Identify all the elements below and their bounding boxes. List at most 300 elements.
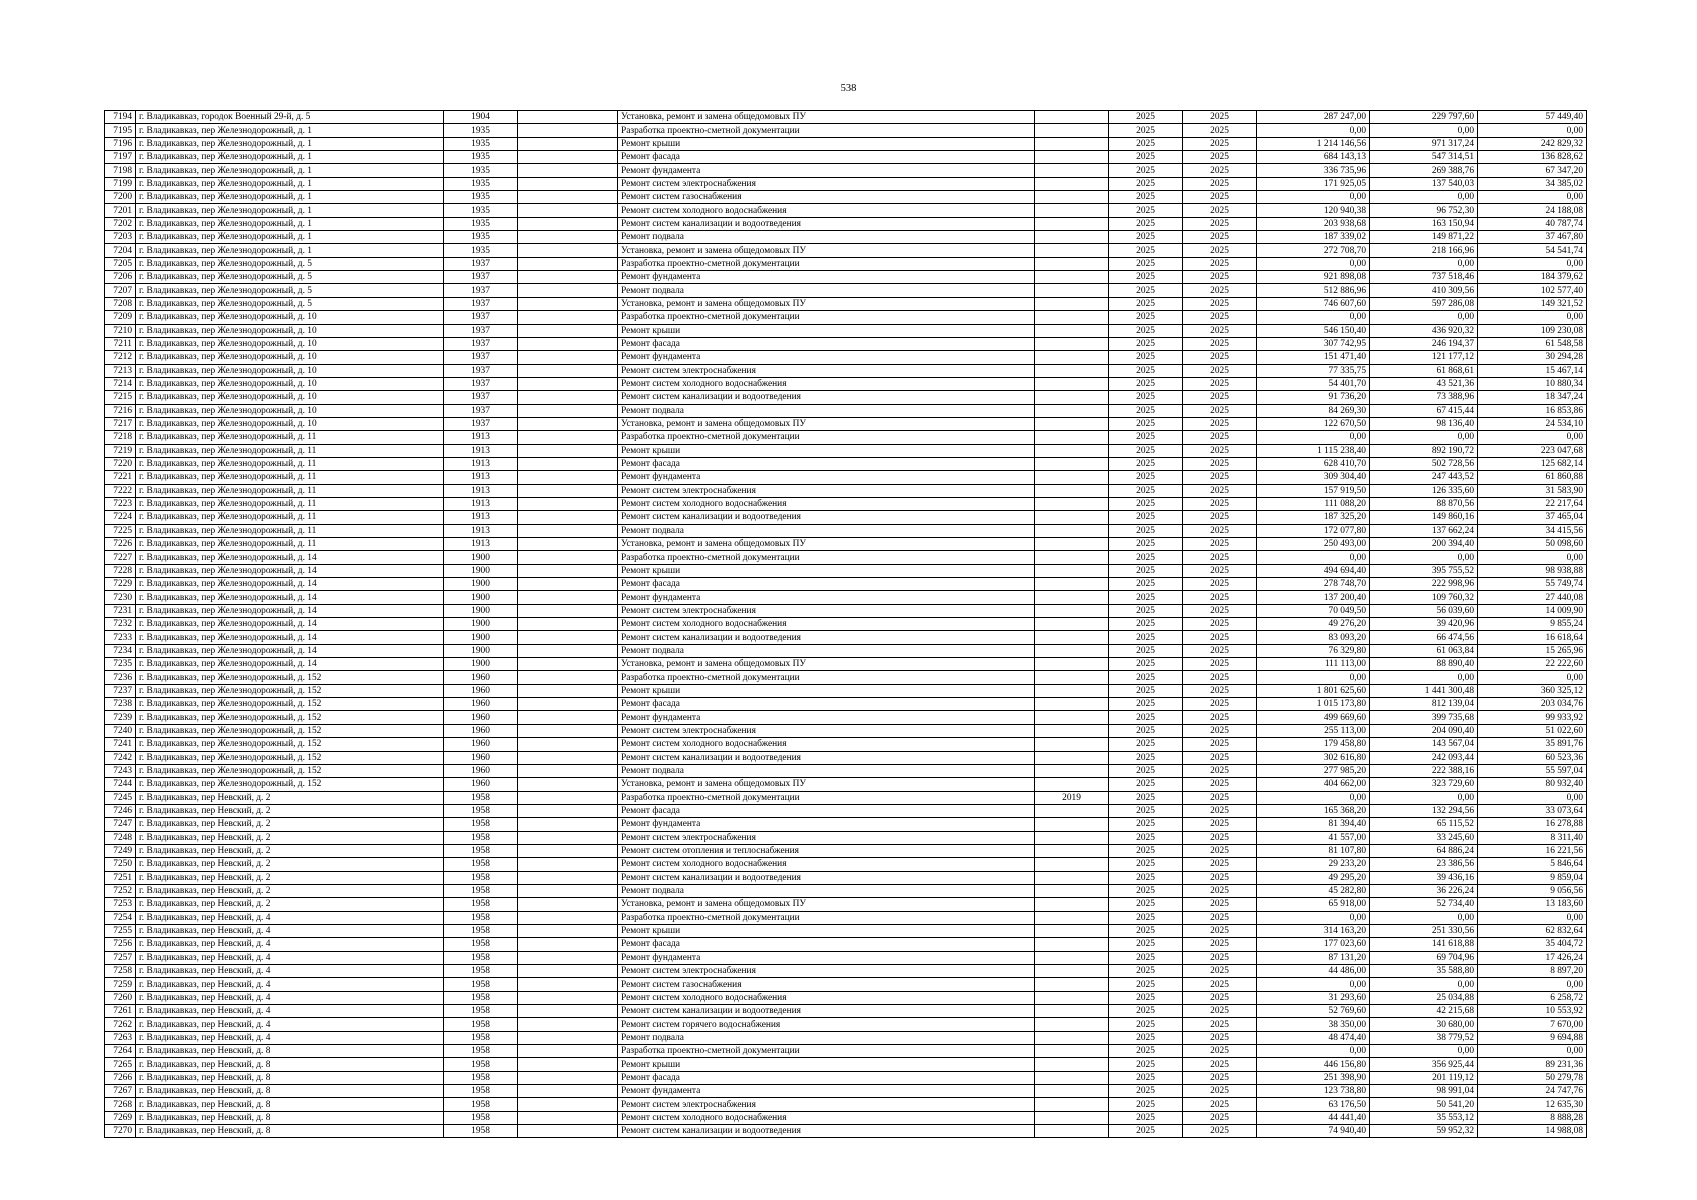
fund-cost-cell: 200 394,40: [1370, 538, 1478, 551]
start-year-cell: 2025: [1109, 484, 1183, 497]
build-year-cell: 1937: [444, 257, 518, 270]
start-year-cell: 2025: [1109, 391, 1183, 404]
extra-year-cell: [1035, 978, 1109, 991]
work-type-cell: Ремонт фасада: [618, 938, 1035, 951]
total-cost-cell: 165 368,20: [1257, 804, 1370, 817]
start-year-cell: 2025: [1109, 1085, 1183, 1098]
own-cost-cell: 34 415,56: [1478, 524, 1587, 537]
work-type-cell: Ремонт фундамента: [618, 351, 1035, 364]
row-number-cell: 7258: [105, 965, 136, 978]
total-cost-cell: 151 471,40: [1257, 351, 1370, 364]
extra-year-cell: [1035, 351, 1109, 364]
table-row: [105, 151, 1587, 164]
end-year-cell: 2025: [1183, 404, 1257, 417]
fund-cost-cell: 0,00: [1370, 671, 1478, 684]
address-cell: г. Владикавказ, пер Невский, д. 8: [136, 1045, 444, 1058]
row-number-cell: 7195: [105, 124, 136, 137]
empty-cell: [518, 591, 618, 604]
address-cell: г. Владикавказ, пер Железнодорожный, д. 14: [136, 578, 444, 591]
table-row: [105, 431, 1587, 444]
build-year-cell: 1913: [444, 431, 518, 444]
build-year-cell: 1958: [444, 804, 518, 817]
address-cell: г. Владикавказ, пер Железнодорожный, д. 152: [136, 671, 444, 684]
row-number-cell: 7208: [105, 297, 136, 310]
extra-year-cell: [1035, 631, 1109, 644]
row-number-cell: 7200: [105, 191, 136, 204]
empty-cell: [518, 404, 618, 417]
address-cell: г. Владикавказ, пер Невский, д. 8: [136, 1111, 444, 1124]
work-type-cell: Ремонт крыши: [618, 924, 1035, 937]
address-cell: г. Владикавказ, пер Железнодорожный, д. 14: [136, 618, 444, 631]
build-year-cell: 1913: [444, 538, 518, 551]
address-cell: г. Владикавказ, пер Невский, д. 2: [136, 844, 444, 857]
build-year-cell: 1935: [444, 191, 518, 204]
start-year-cell: 2025: [1109, 337, 1183, 350]
build-year-cell: 1960: [444, 751, 518, 764]
start-year-cell: 2025: [1109, 1125, 1183, 1138]
work-type-cell: Ремонт фасада: [618, 698, 1035, 711]
own-cost-cell: 12 635,30: [1478, 1098, 1587, 1111]
row-number-cell: 7257: [105, 951, 136, 964]
work-type-cell: Ремонт систем холодного водоснабжения: [618, 377, 1035, 390]
total-cost-cell: 83 093,20: [1257, 631, 1370, 644]
end-year-cell: 2025: [1183, 1045, 1257, 1058]
own-cost-cell: 31 583,90: [1478, 484, 1587, 497]
empty-cell: [518, 551, 618, 564]
start-year-cell: 2025: [1109, 778, 1183, 791]
row-number-cell: 7267: [105, 1085, 136, 1098]
start-year-cell: 2025: [1109, 471, 1183, 484]
end-year-cell: 2025: [1183, 1018, 1257, 1031]
table-row: [105, 204, 1587, 217]
table-row: [105, 724, 1587, 737]
extra-year-cell: [1035, 297, 1109, 310]
fund-cost-cell: 88 890,40: [1370, 658, 1478, 671]
table-row: [105, 804, 1587, 817]
start-year-cell: 2025: [1109, 818, 1183, 831]
extra-year-cell: [1035, 604, 1109, 617]
total-cost-cell: 137 200,40: [1257, 591, 1370, 604]
row-number-cell: 7265: [105, 1058, 136, 1071]
table-row: [105, 884, 1587, 897]
row-number-cell: 7236: [105, 671, 136, 684]
fund-cost-cell: 69 704,96: [1370, 951, 1478, 964]
own-cost-cell: 24 747,76: [1478, 1085, 1587, 1098]
own-cost-cell: 15 467,14: [1478, 364, 1587, 377]
build-year-cell: 1958: [444, 791, 518, 804]
address-cell: г. Владикавказ, пер Невский, д. 2: [136, 831, 444, 844]
total-cost-cell: 0,00: [1257, 431, 1370, 444]
own-cost-cell: 16 618,64: [1478, 631, 1587, 644]
address-cell: г. Владикавказ, пер Невский, д. 4: [136, 978, 444, 991]
end-year-cell: 2025: [1183, 751, 1257, 764]
total-cost-cell: 81 107,80: [1257, 844, 1370, 857]
address-cell: г. Владикавказ, пер Невский, д. 4: [136, 924, 444, 937]
total-cost-cell: 0,00: [1257, 911, 1370, 924]
table-row: [105, 351, 1587, 364]
empty-cell: [518, 284, 618, 297]
address-cell: г. Владикавказ, пер Железнодорожный, д. 152: [136, 778, 444, 791]
table-row: [105, 818, 1587, 831]
end-year-cell: 2025: [1183, 818, 1257, 831]
table-row: [105, 591, 1587, 604]
table-row: [105, 404, 1587, 417]
empty-cell: [518, 1018, 618, 1031]
table-row: [105, 271, 1587, 284]
own-cost-cell: 8 888,28: [1478, 1111, 1587, 1124]
start-year-cell: 2025: [1109, 604, 1183, 617]
empty-cell: [518, 871, 618, 884]
fund-cost-cell: 50 541,20: [1370, 1098, 1478, 1111]
extra-year-cell: [1035, 698, 1109, 711]
fund-cost-cell: 39 436,16: [1370, 871, 1478, 884]
work-type-cell: Установка, ремонт и замена общедомовых ПУ: [618, 297, 1035, 310]
work-type-cell: Ремонт систем холодного водоснабжения: [618, 618, 1035, 631]
end-year-cell: 2025: [1183, 1071, 1257, 1084]
end-year-cell: 2025: [1183, 951, 1257, 964]
table-row: [105, 938, 1587, 951]
own-cost-cell: 35 404,72: [1478, 938, 1587, 951]
own-cost-cell: 55 597,04: [1478, 764, 1587, 777]
end-year-cell: 2025: [1183, 497, 1257, 510]
own-cost-cell: 109 230,08: [1478, 324, 1587, 337]
start-year-cell: 2025: [1109, 858, 1183, 871]
empty-cell: [518, 324, 618, 337]
table-row: [105, 711, 1587, 724]
address-cell: г. Владикавказ, пер Железнодорожный, д. 5: [136, 297, 444, 310]
start-year-cell: 2025: [1109, 924, 1183, 937]
fund-cost-cell: 201 119,12: [1370, 1071, 1478, 1084]
own-cost-cell: 37 467,80: [1478, 231, 1587, 244]
own-cost-cell: 16 278,88: [1478, 818, 1587, 831]
build-year-cell: 1937: [444, 284, 518, 297]
total-cost-cell: 49 276,20: [1257, 618, 1370, 631]
own-cost-cell: 15 265,96: [1478, 644, 1587, 657]
build-year-cell: 1900: [444, 631, 518, 644]
extra-year-cell: [1035, 431, 1109, 444]
own-cost-cell: 60 523,36: [1478, 751, 1587, 764]
fund-cost-cell: 43 521,36: [1370, 377, 1478, 390]
table-row: [105, 965, 1587, 978]
empty-cell: [518, 111, 618, 124]
total-cost-cell: 251 398,90: [1257, 1071, 1370, 1084]
own-cost-cell: 13 183,60: [1478, 898, 1587, 911]
work-type-cell: Ремонт систем канализации и водоотведения: [618, 217, 1035, 230]
table-row: [105, 1031, 1587, 1044]
start-year-cell: 2025: [1109, 698, 1183, 711]
own-cost-cell: 10 880,34: [1478, 377, 1587, 390]
start-year-cell: 2025: [1109, 524, 1183, 537]
own-cost-cell: 61 548,58: [1478, 337, 1587, 350]
extra-year-cell: [1035, 484, 1109, 497]
fund-cost-cell: 61 868,61: [1370, 364, 1478, 377]
extra-year-cell: [1035, 111, 1109, 124]
fund-cost-cell: 56 039,60: [1370, 604, 1478, 617]
end-year-cell: 2025: [1183, 911, 1257, 924]
total-cost-cell: 52 769,60: [1257, 1005, 1370, 1018]
total-cost-cell: 1 801 625,60: [1257, 684, 1370, 697]
row-number-cell: 7247: [105, 818, 136, 831]
start-year-cell: 2025: [1109, 978, 1183, 991]
start-year-cell: 2025: [1109, 1005, 1183, 1018]
own-cost-cell: 136 828,62: [1478, 151, 1587, 164]
end-year-cell: 2025: [1183, 417, 1257, 430]
work-type-cell: Ремонт крыши: [618, 324, 1035, 337]
work-type-cell: Ремонт крыши: [618, 137, 1035, 150]
total-cost-cell: 1 214 146,56: [1257, 137, 1370, 150]
extra-year-cell: [1035, 204, 1109, 217]
table-row: [105, 284, 1587, 297]
table-row: [105, 124, 1587, 137]
fund-cost-cell: 149 860,16: [1370, 511, 1478, 524]
table-row: [105, 244, 1587, 257]
build-year-cell: 1937: [444, 404, 518, 417]
build-year-cell: 1958: [444, 1125, 518, 1138]
row-number-cell: 7264: [105, 1045, 136, 1058]
address-cell: г. Владикавказ, пер Железнодорожный, д. 11: [136, 471, 444, 484]
extra-year-cell: [1035, 884, 1109, 897]
own-cost-cell: 0,00: [1478, 671, 1587, 684]
end-year-cell: 2025: [1183, 377, 1257, 390]
work-type-cell: Ремонт систем холодного водоснабжения: [618, 738, 1035, 751]
address-cell: г. Владикавказ, пер Железнодорожный, д. 14: [136, 644, 444, 657]
address-cell: г. Владикавказ, пер Невский, д. 8: [136, 1071, 444, 1084]
build-year-cell: 1937: [444, 377, 518, 390]
build-year-cell: 1958: [444, 1071, 518, 1084]
total-cost-cell: 177 023,60: [1257, 938, 1370, 951]
row-number-cell: 7241: [105, 738, 136, 751]
empty-cell: [518, 844, 618, 857]
address-cell: г. Владикавказ, пер Невский, д. 8: [136, 1098, 444, 1111]
row-number-cell: 7234: [105, 644, 136, 657]
row-number-cell: 7260: [105, 991, 136, 1004]
end-year-cell: 2025: [1183, 431, 1257, 444]
address-cell: г. Владикавказ, пер Железнодорожный, д. 11: [136, 511, 444, 524]
row-number-cell: 7199: [105, 177, 136, 190]
end-year-cell: 2025: [1183, 724, 1257, 737]
fund-cost-cell: 323 729,60: [1370, 778, 1478, 791]
work-type-cell: Разработка проектно-сметной документации: [618, 431, 1035, 444]
start-year-cell: 2025: [1109, 951, 1183, 964]
own-cost-cell: 80 932,40: [1478, 778, 1587, 791]
end-year-cell: 2025: [1183, 1125, 1257, 1138]
work-type-cell: Установка, ремонт и замена общедомовых ПУ: [618, 898, 1035, 911]
end-year-cell: 2025: [1183, 271, 1257, 284]
address-cell: г. Владикавказ, пер Невский, д. 2: [136, 898, 444, 911]
total-cost-cell: 0,00: [1257, 257, 1370, 270]
empty-cell: [518, 724, 618, 737]
fund-cost-cell: 502 728,56: [1370, 457, 1478, 470]
own-cost-cell: 223 047,68: [1478, 444, 1587, 457]
extra-year-cell: [1035, 658, 1109, 671]
total-cost-cell: 446 156,80: [1257, 1058, 1370, 1071]
start-year-cell: 2025: [1109, 457, 1183, 470]
row-number-cell: 7242: [105, 751, 136, 764]
work-type-cell: Установка, ремонт и замена общедомовых ПУ: [618, 658, 1035, 671]
address-cell: г. Владикавказ, пер Невский, д. 2: [136, 884, 444, 897]
extra-year-cell: [1035, 217, 1109, 230]
start-year-cell: 2025: [1109, 791, 1183, 804]
empty-cell: [518, 191, 618, 204]
build-year-cell: 1937: [444, 417, 518, 430]
row-number-cell: 7232: [105, 618, 136, 631]
start-year-cell: 2025: [1109, 724, 1183, 737]
extra-year-cell: [1035, 898, 1109, 911]
row-number-cell: 7261: [105, 1005, 136, 1018]
work-type-cell: Ремонт подвала: [618, 231, 1035, 244]
start-year-cell: 2025: [1109, 538, 1183, 551]
total-cost-cell: 76 329,80: [1257, 644, 1370, 657]
table-row: [105, 191, 1587, 204]
start-year-cell: 2025: [1109, 618, 1183, 631]
empty-cell: [518, 164, 618, 177]
empty-cell: [518, 671, 618, 684]
work-type-cell: Ремонт подвала: [618, 284, 1035, 297]
extra-year-cell: [1035, 191, 1109, 204]
empty-cell: [518, 698, 618, 711]
total-cost-cell: 84 269,30: [1257, 404, 1370, 417]
start-year-cell: 2025: [1109, 231, 1183, 244]
total-cost-cell: 309 304,40: [1257, 471, 1370, 484]
extra-year-cell: [1035, 244, 1109, 257]
own-cost-cell: 0,00: [1478, 551, 1587, 564]
build-year-cell: 1958: [444, 1085, 518, 1098]
total-cost-cell: 546 150,40: [1257, 324, 1370, 337]
total-cost-cell: 1 115 238,40: [1257, 444, 1370, 457]
build-year-cell: 1960: [444, 698, 518, 711]
start-year-cell: 2025: [1109, 831, 1183, 844]
work-type-cell: Ремонт подвала: [618, 404, 1035, 417]
own-cost-cell: 17 426,24: [1478, 951, 1587, 964]
work-type-cell: Ремонт подвала: [618, 644, 1035, 657]
row-number-cell: 7229: [105, 578, 136, 591]
row-number-cell: 7263: [105, 1031, 136, 1044]
row-number-cell: 7266: [105, 1071, 136, 1084]
empty-cell: [518, 231, 618, 244]
table-row: [105, 644, 1587, 657]
own-cost-cell: 30 294,28: [1478, 351, 1587, 364]
fund-cost-cell: 251 330,56: [1370, 924, 1478, 937]
end-year-cell: 2025: [1183, 257, 1257, 270]
total-cost-cell: 31 293,60: [1257, 991, 1370, 1004]
work-type-cell: Ремонт систем электроснабжения: [618, 604, 1035, 617]
row-number-cell: 7209: [105, 311, 136, 324]
start-year-cell: 2025: [1109, 191, 1183, 204]
total-cost-cell: 44 486,00: [1257, 965, 1370, 978]
fund-cost-cell: 247 443,52: [1370, 471, 1478, 484]
address-cell: г. Владикавказ, пер Железнодорожный, д. 14: [136, 658, 444, 671]
build-year-cell: 1935: [444, 231, 518, 244]
build-year-cell: 1958: [444, 1018, 518, 1031]
row-number-cell: 7215: [105, 391, 136, 404]
table-row: [105, 257, 1587, 270]
own-cost-cell: 61 860,88: [1478, 471, 1587, 484]
fund-cost-cell: 98 991,04: [1370, 1085, 1478, 1098]
start-year-cell: 2025: [1109, 711, 1183, 724]
row-number-cell: 7235: [105, 658, 136, 671]
page-number: 538: [840, 83, 857, 94]
own-cost-cell: 27 440,08: [1478, 591, 1587, 604]
build-year-cell: 1935: [444, 151, 518, 164]
table-row: [105, 511, 1587, 524]
row-number-cell: 7219: [105, 444, 136, 457]
table-row: [105, 337, 1587, 350]
address-cell: г. Владикавказ, пер Невский, д. 2: [136, 791, 444, 804]
empty-cell: [518, 511, 618, 524]
row-number-cell: 7203: [105, 231, 136, 244]
row-number-cell: 7259: [105, 978, 136, 991]
own-cost-cell: 18 347,24: [1478, 391, 1587, 404]
empty-cell: [518, 257, 618, 270]
fund-cost-cell: 59 952,32: [1370, 1125, 1478, 1138]
work-type-cell: Разработка проектно-сметной документации: [618, 671, 1035, 684]
address-cell: г. Владикавказ, пер Невский, д. 2: [136, 818, 444, 831]
extra-year-cell: [1035, 711, 1109, 724]
table-row: [105, 858, 1587, 871]
build-year-cell: 1935: [444, 204, 518, 217]
empty-cell: [518, 858, 618, 871]
fund-cost-cell: 143 567,04: [1370, 738, 1478, 751]
fund-cost-cell: 0,00: [1370, 1045, 1478, 1058]
own-cost-cell: 9 859,04: [1478, 871, 1587, 884]
extra-year-cell: [1035, 311, 1109, 324]
start-year-cell: 2025: [1109, 991, 1183, 1004]
work-type-cell: Ремонт крыши: [618, 444, 1035, 457]
work-type-cell: Разработка проектно-сметной документации: [618, 551, 1035, 564]
work-type-cell: Ремонт систем электроснабжения: [618, 724, 1035, 737]
address-cell: г. Владикавказ, пер Железнодорожный, д. 10: [136, 417, 444, 430]
table-row: [105, 671, 1587, 684]
table-row: [105, 457, 1587, 470]
end-year-cell: 2025: [1183, 364, 1257, 377]
total-cost-cell: 0,00: [1257, 978, 1370, 991]
empty-cell: [518, 524, 618, 537]
total-cost-cell: 179 458,80: [1257, 738, 1370, 751]
own-cost-cell: 149 321,52: [1478, 297, 1587, 310]
empty-cell: [518, 244, 618, 257]
address-cell: г. Владикавказ, пер Железнодорожный, д. 14: [136, 551, 444, 564]
work-type-cell: Разработка проектно-сметной документации: [618, 911, 1035, 924]
start-year-cell: 2025: [1109, 111, 1183, 124]
address-cell: г. Владикавказ, пер Железнодорожный, д. 5: [136, 257, 444, 270]
end-year-cell: 2025: [1183, 578, 1257, 591]
empty-cell: [518, 484, 618, 497]
extra-year-cell: [1035, 991, 1109, 1004]
build-year-cell: 1958: [444, 1031, 518, 1044]
row-number-cell: 7237: [105, 684, 136, 697]
total-cost-cell: 0,00: [1257, 671, 1370, 684]
work-type-cell: Ремонт фасада: [618, 578, 1035, 591]
total-cost-cell: 187 339,02: [1257, 231, 1370, 244]
build-year-cell: 1935: [444, 124, 518, 137]
build-year-cell: 1958: [444, 938, 518, 951]
extra-year-cell: 2019: [1035, 791, 1109, 804]
total-cost-cell: 512 886,96: [1257, 284, 1370, 297]
empty-cell: [518, 898, 618, 911]
extra-year-cell: [1035, 1058, 1109, 1071]
empty-cell: [518, 738, 618, 751]
extra-year-cell: [1035, 1085, 1109, 1098]
row-number-cell: 7212: [105, 351, 136, 364]
row-number-cell: 7206: [105, 271, 136, 284]
total-cost-cell: 38 350,00: [1257, 1018, 1370, 1031]
extra-year-cell: [1035, 738, 1109, 751]
work-type-cell: Ремонт систем канализации и водоотведения: [618, 871, 1035, 884]
build-year-cell: 1913: [444, 511, 518, 524]
row-number-cell: 7238: [105, 698, 136, 711]
start-year-cell: 2025: [1109, 684, 1183, 697]
table-row: [105, 898, 1587, 911]
